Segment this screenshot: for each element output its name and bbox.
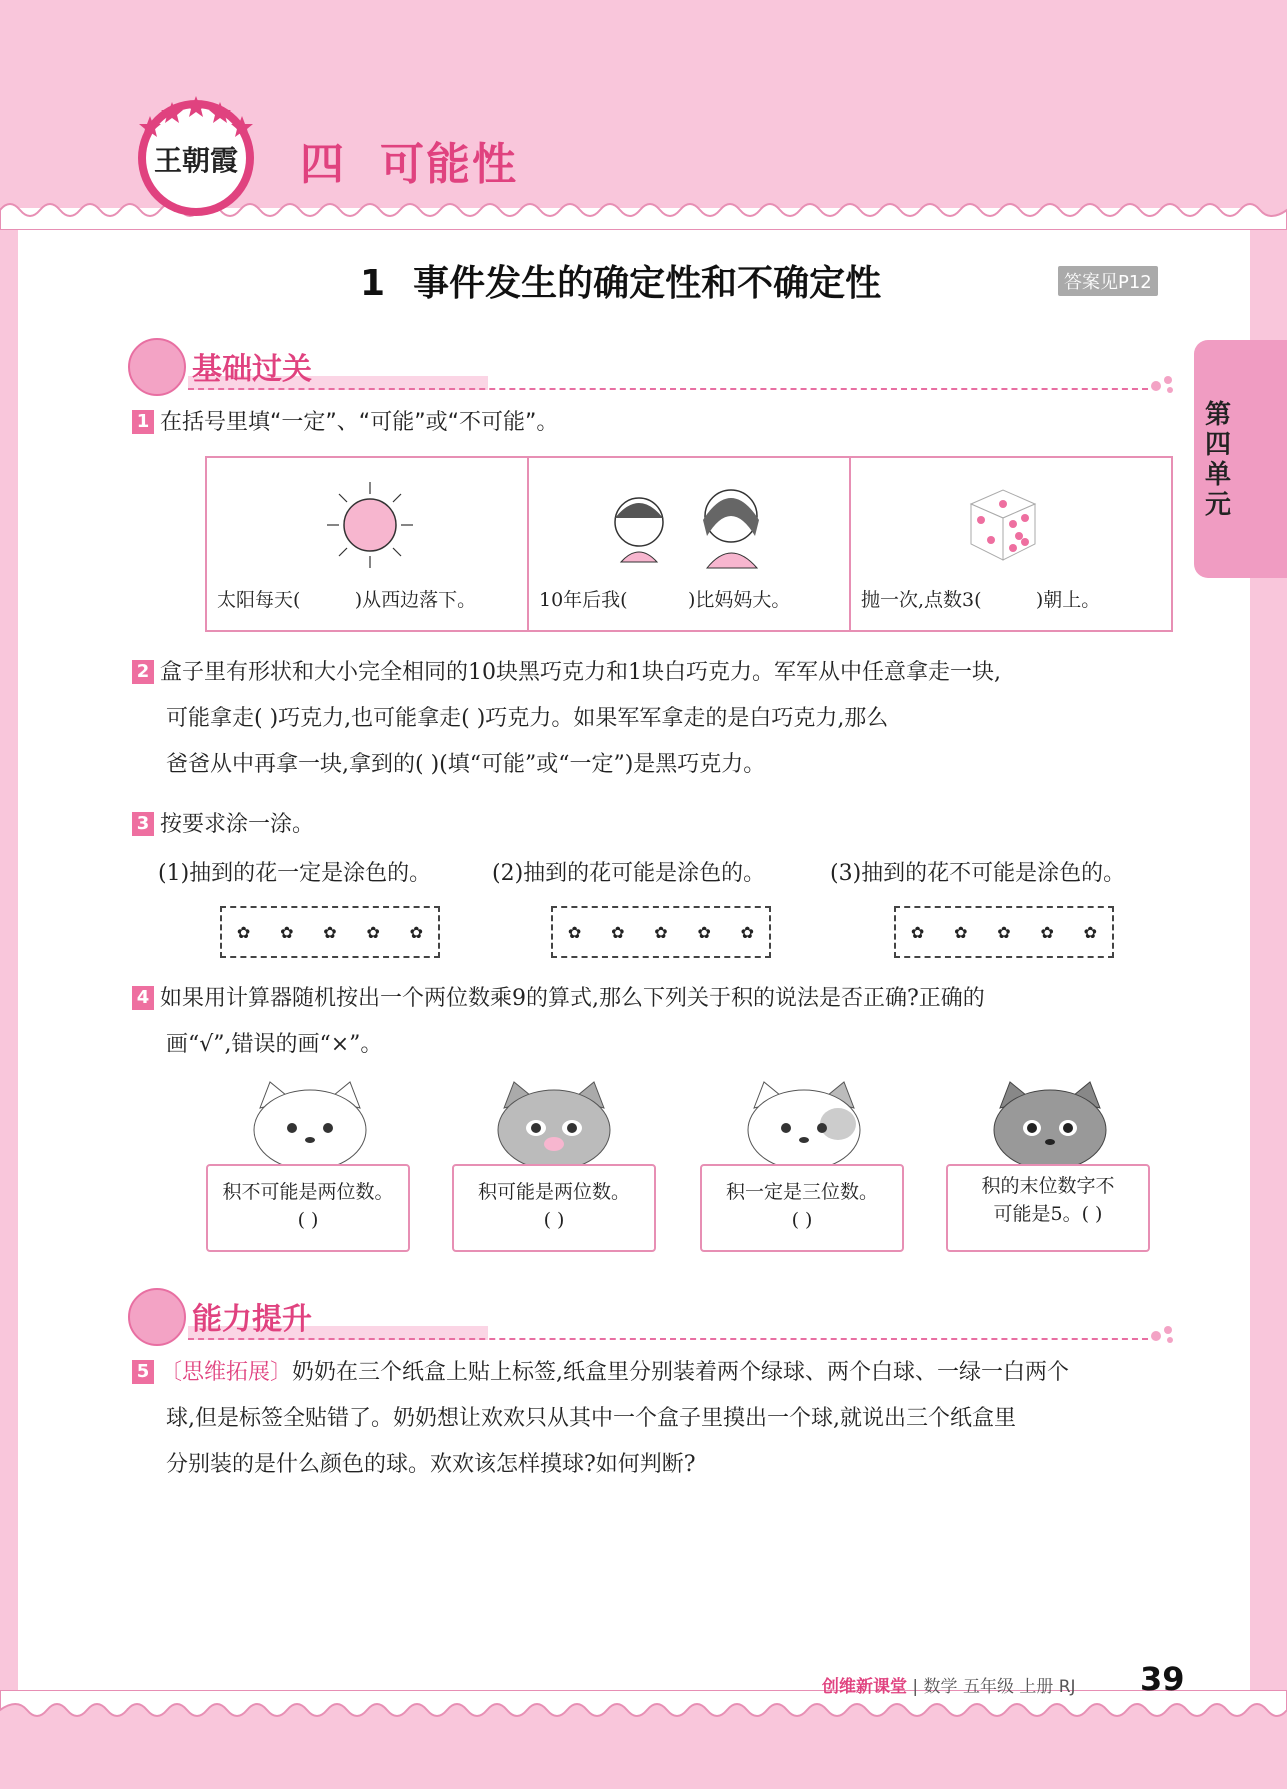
- lesson-number: 1: [360, 263, 386, 304]
- q3-item-1: (1)抽到的花一定是涂色的。: [158, 861, 432, 886]
- flower-box-3: [894, 906, 1114, 958]
- question-3-text: 按要求涂一涂。: [160, 812, 315, 837]
- cat-card-2: [452, 1164, 656, 1252]
- q1-table: [205, 456, 1173, 632]
- flower-icon[interactable]: ✿: [280, 922, 294, 942]
- question-2-line3: 爸爸从中再拿一块,拿到的( )(填“可能”或“一定”)是黑巧克力。: [166, 752, 766, 777]
- logo: [130, 88, 262, 220]
- footer-brand: 创维新课堂: [822, 1677, 907, 1697]
- decor-dots-icon: [1148, 1322, 1178, 1346]
- question-2: [132, 650, 1001, 788]
- flower-icon[interactable]: ✿: [910, 922, 925, 942]
- question-2-line1: 盒子里有形状和大小完全相同的10块黑巧克力和1块白巧克力。军军从中任意拿走一块,: [160, 660, 1001, 685]
- calico-cat-icon: [734, 1078, 874, 1178]
- unit-title-text: 可能性: [380, 139, 518, 190]
- question-4-line2: 画“√”,错误的画“×”。: [166, 1032, 383, 1057]
- flower-icon[interactable]: ✿: [697, 922, 711, 942]
- section-advanced-header: [128, 1288, 1168, 1348]
- cat-card-statement: 积一定是三位数。: [725, 1181, 878, 1203]
- answer-blank[interactable]: ( ): [297, 1209, 319, 1231]
- gray-cat-icon: [980, 1078, 1120, 1178]
- flower-icon[interactable]: ✿: [997, 922, 1011, 942]
- section-divider: [188, 388, 1148, 390]
- white-cat-icon: [240, 1078, 380, 1178]
- page-number: 39: [1140, 1660, 1185, 1698]
- footer-info: | 数学 五年级 上册 RJ: [912, 1677, 1076, 1697]
- girl-and-mother-icon: [599, 476, 789, 572]
- question-number: 3: [132, 812, 154, 836]
- flower-icon[interactable]: ✿: [366, 922, 380, 942]
- flower-icon[interactable]: ✿: [236, 922, 251, 942]
- section-advanced-title: 能力提升: [192, 1302, 312, 1337]
- flower-box-2: [551, 906, 771, 958]
- flower-icon[interactable]: ✿: [409, 922, 424, 942]
- dice-icon: [961, 484, 1045, 564]
- section-divider: [188, 1338, 1148, 1340]
- q3-item-2: (2)抽到的花可能是涂色的。: [492, 861, 766, 886]
- q3-item-3: (3)抽到的花不可能是涂色的。: [830, 861, 1126, 886]
- flower-icon[interactable]: ✿: [323, 922, 337, 942]
- question-4-line1: 如果用计算器随机按出一个两位数乘9的算式,那么下列关于积的说法是否正确?正确的: [160, 986, 985, 1011]
- logo-text: 王朝霞: [153, 144, 239, 177]
- cat-card-3: [700, 1164, 904, 1252]
- thinking-extension-tag: 〔思维拓展〕: [160, 1360, 293, 1385]
- unit-number: 四: [300, 139, 346, 190]
- section-basic-title: 基础过关: [192, 352, 312, 387]
- q1-cell-girl-mother: [529, 458, 851, 630]
- flower-icon[interactable]: ✿: [1083, 922, 1098, 942]
- decor-dots-icon: [1148, 372, 1178, 396]
- footer: [822, 1672, 1076, 1697]
- q1-cell-text: 抛一次,点数3( )朝上。: [861, 589, 1101, 611]
- question-5-line3: 分别装的是什么颜色的球。欢欢该怎样摸球?如何判断?: [166, 1452, 696, 1477]
- question-number: 1: [132, 410, 154, 434]
- question-1: [132, 400, 558, 446]
- question-3: [132, 802, 314, 848]
- cat-card-1: [206, 1164, 410, 1252]
- cat-card-statement: 积可能是两位数。: [477, 1181, 630, 1203]
- question-5-line1: 奶奶在三个纸盒上贴上标签,纸盒里分别装着两个绿球、两个白球、一绿一白两个: [292, 1360, 1070, 1385]
- flower-icon[interactable]: ✿: [740, 922, 755, 942]
- question-4: [132, 976, 985, 1068]
- flower-box-1: [220, 906, 440, 958]
- question-5: [132, 1350, 1069, 1488]
- q1-cell-text: 10年后我( )比妈妈大。: [539, 589, 791, 611]
- bottom-wave-border: [0, 1690, 1287, 1730]
- question-2-line2: 可能拿走( )巧克力,也可能拿走( )巧克力。如果军军拿走的是白巧克力,那么: [166, 706, 889, 731]
- question-5-line2: 球,但是标签全贴错了。奶奶想让欢欢只从其中一个盒子里摸出一个球,就说出三个纸盒里: [166, 1406, 1016, 1431]
- student-avatar-icon: [128, 338, 186, 396]
- answer-blank[interactable]: 可能是5。( ): [993, 1203, 1103, 1225]
- section-basic-header: [128, 338, 1168, 398]
- side-tab-text: 第四单元: [1204, 400, 1231, 520]
- question-1-text: 在括号里填“一定”、“可能”或“不可能”。: [160, 410, 559, 435]
- cat-card-statement: 积的末位数字不: [981, 1175, 1115, 1197]
- sun-icon: [325, 480, 415, 570]
- flower-icon[interactable]: ✿: [567, 922, 582, 942]
- cat-card-statement: 积不可能是两位数。: [222, 1181, 394, 1203]
- flower-icon[interactable]: ✿: [654, 922, 668, 942]
- question-number: 5: [132, 1360, 154, 1384]
- flower-icon[interactable]: ✿: [1040, 922, 1054, 942]
- answer-reference: 答案见P12: [1058, 266, 1158, 296]
- answer-blank[interactable]: ( ): [543, 1209, 565, 1231]
- gray-striped-cat-icon: [484, 1078, 624, 1178]
- cat-card-4: [946, 1164, 1150, 1252]
- lesson-title-text: 事件发生的确定性和不确定性: [413, 263, 882, 304]
- answer-blank[interactable]: ( ): [791, 1209, 813, 1231]
- q1-cell-sun: [207, 458, 529, 630]
- question-number: 4: [132, 986, 154, 1010]
- flower-icon[interactable]: ✿: [611, 922, 625, 942]
- flower-icon[interactable]: ✿: [954, 922, 968, 942]
- unit-title: [300, 128, 518, 192]
- q1-cell-text: 太阳每天( )从西边落下。: [217, 589, 477, 611]
- student-avatar-icon: [128, 1288, 186, 1346]
- question-number: 2: [132, 660, 154, 684]
- q1-cell-dice: [851, 458, 1171, 630]
- lesson-title: [360, 255, 881, 306]
